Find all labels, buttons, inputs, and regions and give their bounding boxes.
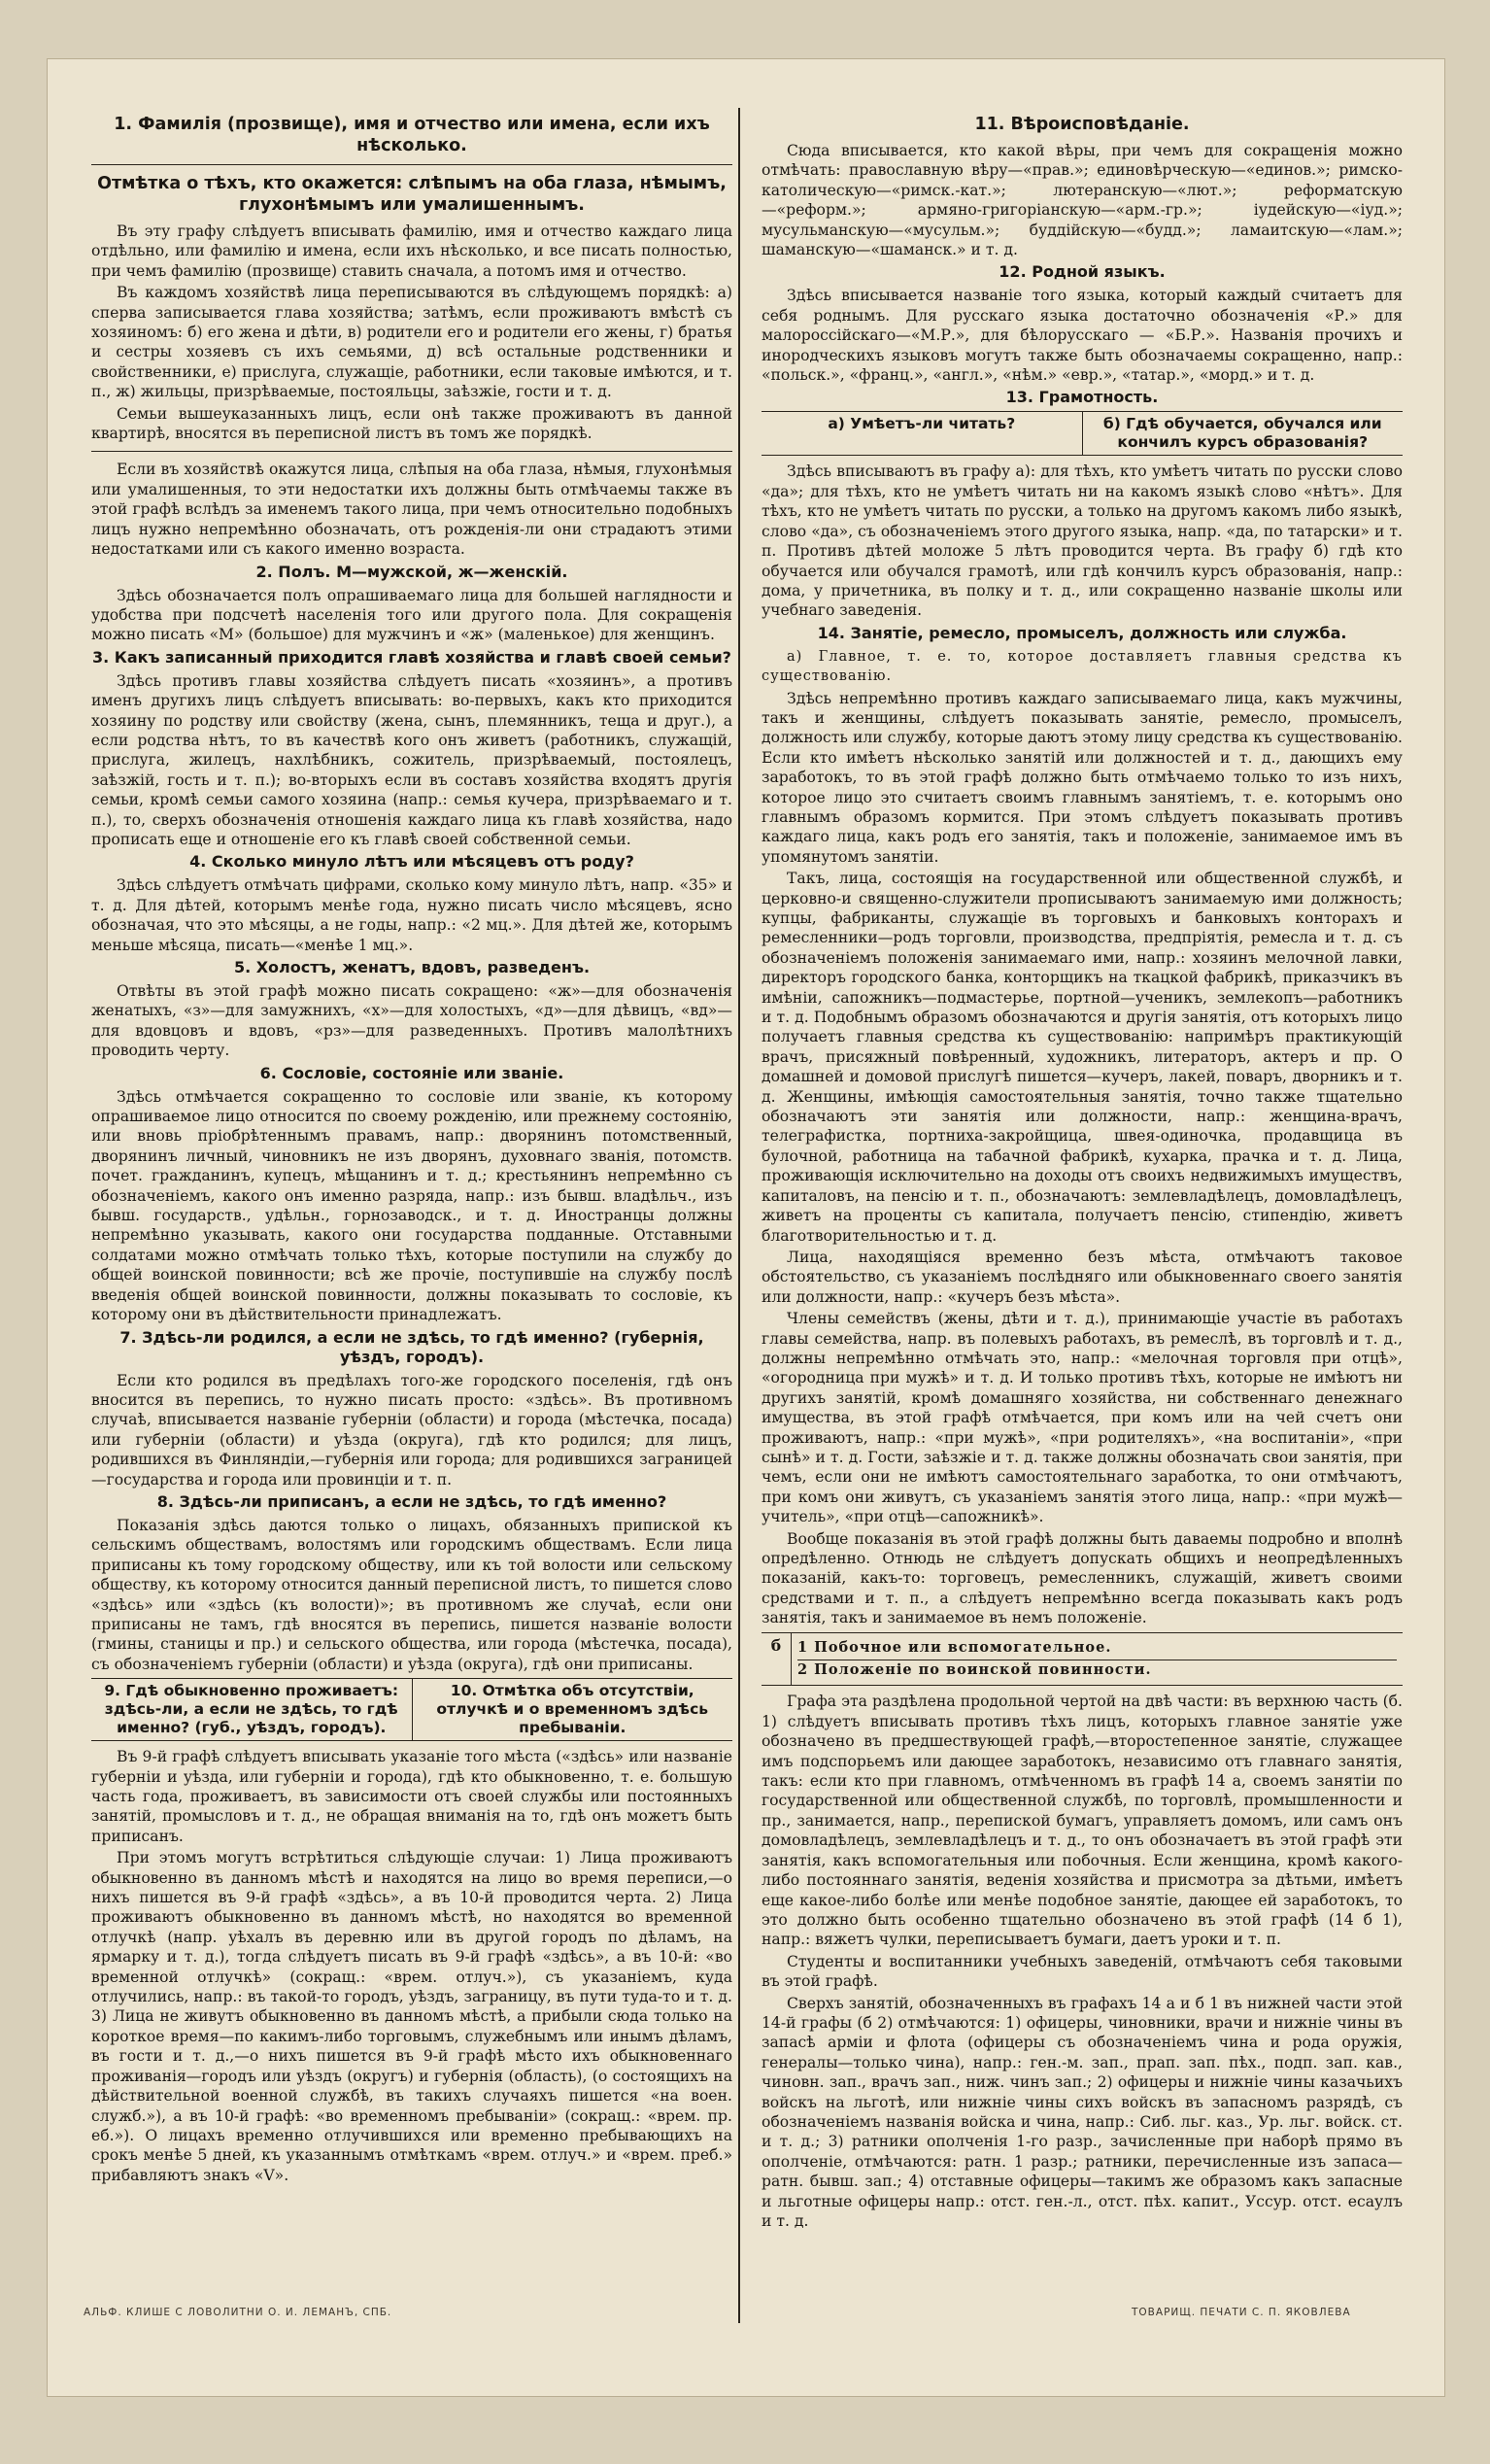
paragraph: Студенты и воспитанники учебныхъ заведеній, отмѣчаютъ себя таковыми въ этой графѣ. — [762, 1952, 1403, 1991]
section-3-title: 3. Какъ записанный приходится главѣ хозяйства и главѣ своей семьи? — [92, 647, 731, 667]
paragraph: Члены семействъ (жены, дѣти и т. д.), принимающіе участіе въ работахъ главы семейства, напр. въ полевыхъ работахъ, въ ремеслѣ, въ торговлѣ и т. д., должны непремѣнно отмѣчать это, напр.: «мелочная торговля при отцѣ», «огородница при мужѣ» и т. д. И только противъ тѣхъ, которые не имѣютъ ни другихъ занятій, кромѣ домашняго хозяйства, ни собственнаго денежнаго имущества, въ этой графѣ отмѣчается, при комъ или на чей счетъ они проживаютъ, напр.: «при мужѣ», «при родителяхъ», «на воспитаніи», «при сынѣ» и т. д. Гости, заѣзжіе и т. д. также должны обозначать свои занятія, при чемъ, если они не имѣютъ самостоятельнаго заработка, то они отмѣчаютъ, при комъ они живутъ, съ указаніемъ занятія этого лица, напр.: «при мужѣ—учитель», «при отцѣ—сапожникѣ». — [762, 1310, 1403, 1526]
section-13-header — [762, 411, 1403, 456]
section-14b2-title: 2 Положеніе по воинской повинности. — [797, 1660, 1397, 1680]
paragraph: Сверхъ занятій, обозначенныхъ въ графахъ 14 а и б 1 въ нижней части этой 14-й графы (б 2) отмѣчаются: 1) офицеры, чиновники, врачи и нижніе чины въ запасѣ арміи и флота (офицеры съ обозначеніемъ чина и рода оружія, генералы—только чина), напр.: ген.-м. зап., прап. зап. пѣх., подп. зап. кав., чиновн. зап., врачъ зап., ниж. чинъ зап.; 2) офицеры и нижніе чины казачьихъ войскъ на льготѣ, или нижніе чины сихъ войскъ въ запасномъ разрядѣ, съ обозначеніемъ названія войска и чина, напр.: Сиб. льг. каз., Ур. льг. войск. ст. и т. д.; 3) ратники ополченія 1-го разр., зачисленные при наборѣ прямо въ ополченіе, отмѣчаются: ратн. 1 разр.; ратники, перечисленные изъ запаса—ратн. бывш. зап.; 4) отставные офицеры—такимъ же образомъ какъ запасные и льготные офицеры напр.: отст. ген.-л., отст. пѣх. капит., Уссур. отст. есаулъ и т. д. — [762, 1994, 1403, 2230]
section-9-title: 9. Гдѣ обыкновенно проживаетъ: здѣсь-ли, а если не здѣсь, то гдѣ именно? (губ., уѣздъ, городъ). — [104, 1682, 399, 1737]
printer-imprint-left: АЛЬФ. КЛИШЕ С ЛОВОЛИТНИ О. И. ЛЕМАНЪ, СПБ. — [84, 2307, 392, 2318]
section-1-note-title: Отмѣтка о тѣхъ, кто окажется: слѣпымъ на оба глаза, нѣмымъ, глухонѣмымъ или умалишеннымъ. — [97, 174, 727, 215]
section-13-title: 13. Грамотность. — [1005, 388, 1159, 407]
document-sheet — [47, 58, 1445, 2397]
section-9-10-header — [91, 1678, 732, 1741]
section-6-title: 6. Сословіе, состояніе или званіе. — [259, 1063, 564, 1082]
left-column — [91, 108, 732, 2318]
paragraph: Семьи вышеуказанныхъ лицъ, если онѣ также проживаютъ въ данной квартирѣ, вносятся въ переписной листъ въ томъ же порядкѣ. — [91, 404, 732, 443]
paragraph: Здѣсь непремѣнно противъ каждаго записываемаго лица, какъ мужчины, такъ и женщины, слѣдуетъ показывать занятіе, ремесло, промыселъ, должность или службу, которые даютъ этому лицу средства къ существованію. Если кто имѣетъ нѣсколько занятій или должностей и т. д., дающихъ ему заработокъ, то въ этой графѣ должно быть отмѣчаемо только то изъ нихъ, которое лицо это считаетъ своимъ главнымъ занятіемъ, т. е. которымъ оно главнымъ образомъ кормится. При этомъ слѣдуетъ показывать противъ каждаго лица, какъ родъ его занятія, такъ и положеніе, занимаемое имъ въ упомянутомъ занятіи. — [762, 689, 1403, 866]
divider-rule — [91, 451, 732, 452]
section-14b-subitems — [791, 1633, 1403, 1686]
paragraph: Здѣсь противъ главы хозяйства слѣдуетъ писать «хозяинъ», а противъ именъ другихъ лицъ слѣдуетъ вписывать: во-первыхъ, какъ кто приходится хозяину по родству или свойству (жена, сынъ, племянникъ, теща и друг.), а если родства нѣтъ, то въ качествѣ кого онъ живетъ (работникъ, служащій, прислуга, жилецъ, нахлѣбникъ, сожитель, призрѣваемый, постоялецъ, заѣзжій, гость и т. п.); во-вторыхъ если въ составъ хозяйства входятъ другія семьи, кромѣ семьи самого хозяина (напр.: семья кучера, призрѣваемаго и т. п.), то, сверхъ обозначенія отношенія каждаго лица къ главѣ хозяйства, надо прописать еще и отношеніе его къ главѣ своей собственной семьи. — [91, 671, 732, 848]
paragraph: Въ 9-й графѣ слѣдуетъ вписывать указаніе того мѣста («здѣсь» или названіе губерніи и уѣзда, или губерніи и города), гдѣ кто обыкновенно, т. е. большую часть года, проживаетъ, въ зависимости отъ своей службы или постоянныхъ занятій, промысловъ и т. д., не обращая вниманія на то, гдѣ онъ можетъ быть приписанъ. — [91, 1748, 732, 1845]
section-1-title: 1. Фамилія (прозвище), имя и отчество или имена, если ихъ нѣсколько. — [114, 115, 710, 155]
paragraph: Если кто родился въ предѣлахъ того-же городского поселенія, гдѣ онъ вносится въ перепись, то нужно писать просто: «здѣсь». Въ противномъ случаѣ, вписывается названіе губерніи (области) и города (мѣстечка, посада) или губерніи (области) и уѣзда (округа), гдѣ кто родился; для лицъ, родившихся въ Финляндіи,—губернія или города; для родившихся заграницей—государства и города или провинціи и т. п. — [91, 1371, 732, 1489]
section-13a-title: а) Умѣетъ-ли читать? — [828, 415, 1016, 433]
paragraph: Вообще показанія въ этой графѣ должны быть даваемы подробно и вполнѣ опредѣленно. Отнюдь не слѣдуетъ допускать общихъ и неопредѣленныхъ показаній, какъ-то: торговецъ, ремесленникъ, служащій, живетъ своими средствами и т. п., а слѣдуетъ непремѣнно всегда показывать какъ родъ занятія, такъ и занимаемое въ немъ положеніе. — [762, 1529, 1403, 1627]
right-column — [762, 108, 1403, 2318]
paragraph: При этомъ могутъ встрѣтиться слѣдующіе случаи: 1) Лица проживаютъ обыкновенно въ данномъ мѣстѣ и находятся на лицо во время переписи,—о нихъ пишется въ 9-й графѣ «здѣсь», а въ 10-й проводится черта. 2) Лица проживаютъ обыкновенно въ данномъ мѣстѣ, но находятся во временной отлучкѣ (напр. уѣхалъ въ деревню или въ другой городъ по дѣламъ, на ярмарку и т. д.), тогда слѣдуетъ писать въ 9-й графѣ «здѣсь», а въ 10-й: «во временной отлучкѣ» (сокращ.: «врем. отлуч.»), съ указаніемъ, куда отлучились, напр.: въ такой-то городъ, уѣздъ, заграницу, въ пути туда-то и т. д. 3) Лица не живутъ обыкновенно въ данномъ мѣстѣ, а прибыли сюда только на короткое время—по какимъ-либо торговымъ, служебнымъ или инымъ дѣламъ, въ гости и т. д.,—о нихъ пишется въ 9-й графѣ мѣсто ихъ обыкновеннаго проживанія—городъ или уѣздъ (округъ) и губернія (область), (о состоящихъ на дѣйствительной военной службѣ, въ такихъ случаяхъ пишется «на воен. служб.»), а въ 10-й графѣ: «во временномъ пребываніи» (сокращ.: «врем. пр. еб.»). О лицахъ временно отлучившихся или временно пребывающихъ на срокъ менѣе 5 дней, къ указаннымъ отмѣткамъ «врем. отлуч.» и «врем. преб.» прибавляютъ знакъ «V». — [91, 1849, 732, 2184]
section-2-title: 2. Полъ. М—мужской, ж—женскій. — [255, 562, 568, 581]
section-8-title: 8. Здѣсь-ли приписанъ, а если не здѣсь, то гдѣ именно? — [156, 1491, 667, 1511]
section-14b1-title: 1 Побочное или вспомогательное. — [797, 1638, 1112, 1656]
section-14b-header — [762, 1632, 1403, 1687]
paragraph: Такъ, лица, состоящія на государственной или общественной службѣ, и церковно-и священно-служители прописываютъ занимаемую ими должность; купцы, фабриканты, служащіе въ торговыхъ и банковыхъ конторахъ и ремесленники—родъ торговли, производства, предпріятія, ремесла и т. д. съ обозначеніемъ положенія занимаемаго ими, напр.: хозяинъ мелочной лавки, директоръ городского банка, конторщикъ на ткацкой фабрикѣ, приказчикъ въ имѣніи, сапожникъ—подмастерье, портной—ученикъ, землекопъ—работникъ и т. д. Подобнымъ образомъ обозначаются и другія занятія, отъ которыхъ лицо получаетъ главныя средства къ существованію: напримѣръ практикующій врачъ, присяжный повѣренный, художникъ, литераторъ, актеръ и пр. О домашней и домовой прислугѣ пишется—кучеръ, лакей, поваръ, дворникъ и т. д. Женщины, имѣющія самостоятельныя занятія, точно также тщательно обозначаютъ эти занятія или должности, напр.: женщина-врачъ, телеграфистка, портниха-закройщица, швея-одиночка, продавщица въ булочной, работница на табачной фабрикѣ, кухарка, прачка и т. д. Лица, проживающія исключительно на доходы отъ своихъ недвижимыхъ имуществъ, капиталовъ, на пенсію и т. п., обозначаютъ: землевладѣлецъ, домовладѣлецъ, живетъ на проценты съ капитала, получаетъ пенсію, стипендію, живетъ благотворительностью и т. д. — [762, 870, 1403, 1245]
section-4-title: 4. Сколько минуло лѣтъ или мѣсяцевъ отъ роду? — [189, 852, 634, 872]
section-11-title: 11. Вѣроисповѣданіе. — [974, 115, 1190, 134]
printer-imprint-right: ТОВАРИЩ. ПЕЧАТИ С. П. ЯКОВЛЕВА — [1132, 2307, 1351, 2318]
paragraph: Если въ хозяйствѣ окажутся лица, слѣпыя на оба глаза, нѣмыя, глухонѣмыя или умалишенныя, то эти недостатки ихъ должны быть отмѣчаемы также въ этой графѣ вслѣдъ за именемъ такого лица, при чемъ относительно подобныхъ лицъ нужно непремѣнно обозначать, отъ рожденія-ли они страдаютъ этими недостатками или съ какого именно возраста. — [91, 461, 732, 559]
section-12-title: 12. Родной языкъ. — [999, 262, 1166, 282]
column-divider — [738, 108, 740, 2323]
section-14b-label: б — [770, 1635, 782, 1655]
section-14-title: 14. Занятіе, ремесло, промыселъ, должность или служба. — [817, 623, 1347, 642]
paragraph: Въ каждомъ хозяйствѣ лица переписываются въ слѣдующемъ порядкѣ: а) сперва записывается глава хозяйства; затѣмъ, если проживаютъ вмѣстѣ съ хозяиномъ: б) его жена и дѣти, в) родители его и родители его жены, г) братья и сестры хозяевъ съ ихъ семьями, д) всѣ остальные родственники и свойственники, е) прислуга, служащіе, работники, если таковые имѣются, и т. п., ж) жильцы, призрѣваемые, постояльцы, заѣзжіе, гости и т. д. — [91, 284, 732, 401]
paragraph: Сюда вписывается, кто какой вѣры, при чемъ для сокращенія можно отмѣчать: православную вѣру—«прав.»; единовѣрческую—«единов.»; римско-католическую—«римск.-кат.»; лютеранскую—«лют.»; реформатскую—«реформ.»; армяно-григоріанскую—«арм.-гр.»; іудейскую—«іуд.»; мусульманскую—«мусульм.»; буддійскую—«будд.»; ламаитскую—«лам.»; шаманскую—«шаманск.» и т. д. — [762, 142, 1403, 259]
paragraph: Отвѣты въ этой графѣ можно писать сокращено: «ж»—для обозначенія женатыхъ, «з»—для замужнихъ, «х»—для холостыхъ, «д»—для дѣвицъ, «вд»—для вдовцовъ и вдовъ, «рз»—для разведенныхъ. Противъ малолѣтнихъ проводить черту. — [91, 982, 732, 1060]
section-14a-subtitle: а) Главное, т. е. то, которое доставляетъ главныя средства къ существованію. — [762, 648, 1403, 685]
paragraph: Здѣсь вписывается названіе того языка, который каждый считаетъ для себя роднымъ. Для русскаго языка достаточно обозначенія «Р.» для малороссійскаго—«М.Р.», для бѣлорусскаго — «Б.Р.». Названія прочихъ и инородческихъ языковъ могутъ также быть обозначаемы сокращенно, напр.: «польск.», «франц.», «англ.», «нѣм.» «евр.», «татар.», «морд.» и т. д. — [762, 287, 1403, 385]
section-5-title: 5. Холостъ, женатъ, вдовъ, разведенъ. — [233, 958, 591, 976]
section-13b-title: б) Гдѣ обучается, обучался или кончилъ курсъ образованія? — [1082, 412, 1404, 455]
section-10-title: 10. Отмѣтка объ отсутствіи, отлучкѣ и о временномъ здѣсь пребываніи. — [412, 1679, 733, 1740]
paragraph: Здѣсь отмѣчается сокращенно то сословіе или званіе, къ которому опрашиваемое лицо относится по своему рожденію, или прежнему состоянію, или вновь пріобрѣтеннымъ правамъ, напр.: дворянинъ потомственный, дворянинъ личный, чиновникъ не изъ дворянъ, духовнаго званія, потомств. почет. гражданинъ, купецъ, мѣщанинъ и т. д.; крестьянинъ непремѣнно съ обозначеніемъ, какого онъ именно разряда, напр.: изъ бывш. владѣльч., изъ бывш. государств., удѣльн., горнозаводск., и т. д. Иностранцы должны непремѣнно указывать, какого они государства подданные. Отставными солдатами можно отмѣчать только тѣхъ, которые поступили на службу до общей воинской повинности; всѣ же прочіе, поступившіе на службу послѣ введенія общей воинской повинности, должны показывать то сословіе, къ которому они въ дѣйствительности принадлежатъ. — [91, 1087, 732, 1324]
divider-rule — [91, 164, 732, 165]
paragraph: Въ эту графу слѣдуетъ вписывать фамилію, имя и отчество каждаго лица отдѣльно, или фамилію и имена, если ихъ нѣсколько, и все писать полностью, при чемъ фамилію (прозвище) ставить сначала, а потомъ имя и отчество. — [91, 222, 732, 280]
paragraph: Показанія здѣсь даются только о лицахъ, обязанныхъ припиской къ сельскимъ обществамъ, волостямъ или городскимъ обществамъ. Если лица приписаны къ тому городскому обществу, или къ той волости или сельскому обществу, къ которому относится данный переписной листъ, то пишется слово «здѣсь» или «здѣсь (къ волости)»; въ противномъ же случаѣ, если они приписаны не тамъ, гдѣ вносятся въ перепись, пишется названіе волости (гмины, станицы и пр.) и сельского общества, или города (мѣстечка, посада), съ обозначеніемъ губерніи (области) и уѣзда (округа), гдѣ они приписаны. — [91, 1516, 732, 1673]
paragraph: Лица, находящіяся временно безъ мѣста, отмѣчаютъ таковое обстоятельство, съ указаніемъ послѣдняго или обыкновеннаго своего занятія или должности, напр.: «кучеръ безъ мѣста». — [762, 1248, 1403, 1306]
paragraph: Здѣсь слѣдуетъ отмѣчать цифрами, сколько кому минуло лѣтъ, напр. «35» и т. д. Для дѣтей, которымъ менѣе года, нужно писать число мѣсяцевъ, ясно обозначая, что это мѣсяцы, а не годы, напр.: «2 мц.». Для дѣтей же, которымъ меньше мѣсяца, писать—«менѣе 1 мц.». — [91, 876, 732, 954]
paragraph: Графа эта раздѣлена продольной чертой на двѣ части: въ верхнюю часть (б. 1) слѣдуетъ вписывать противъ тѣхъ лицъ, которыхъ главное занятіе уже обозначено въ предшествующей графѣ,—второстепенное занятіе, служащее имъ подспорьемъ или дающее заработокъ, независимо отъ главнаго занятія, такъ: если кто при главномъ, отмѣченномъ въ графѣ 14 а, своемъ занятіи по государственной или общественной службѣ, по торговлѣ, промышленности и пр., занимается, напр., перепиской бумагъ, управляетъ домомъ, или самъ онъ домовладѣлецъ, землевладѣлецъ и т. д., то онъ обозначаетъ въ этой графѣ эти занятія, какъ вспомогательныя или побочныя. Если женщина, кромѣ какого-либо постояннаго занятія, веденія хозяйства и присмотра за дѣтьми, имѣетъ еще какое-либо болѣе или менѣе подобное занятіе, дающее ей заработокъ, то это должно быть особенно тщательно обозначено въ этой графѣ (14 б 1), напр.: вяжетъ чулки, переписываетъ бумаги, даетъ уроки и т. п. — [762, 1693, 1403, 1949]
paragraph: Здѣсь вписываютъ въ графу а): для тѣхъ, кто умѣетъ читать по русски слово «да»; для тѣхъ, кто не умѣетъ читать ни на какомъ языкѣ слово «нѣтъ». Для тѣхъ, кто не умѣетъ читать по русски, а только на другомъ какомъ либо языкѣ, слово «да», съ обозначеніемъ этого другого языка, напр. «да, по татарски» и т. п. Противъ дѣтей моложе 5 лѣтъ проводится черта. Въ графу б) гдѣ кто обучается или обучался грамотѣ, или гдѣ кончилъ курсъ образованія, напр.: дома, у причетника, въ полку и т. д., или сокращенно названіе школы или учебнаго заведенія. — [762, 462, 1403, 620]
paragraph: Здѣсь обозначается полъ опрашиваемаго лица для большей наглядности и удобства при подсчетѣ населенія того или другого пола. Для сокращенія можно писать «М» (большое) для мужчинъ и «ж» (маленькое) для женщинъ. — [91, 586, 732, 644]
section-7-title: 7. Здѣсь-ли родился, а если не здѣсь, то гдѣ именно? (губернія, уѣздъ, городъ). — [119, 1327, 704, 1366]
